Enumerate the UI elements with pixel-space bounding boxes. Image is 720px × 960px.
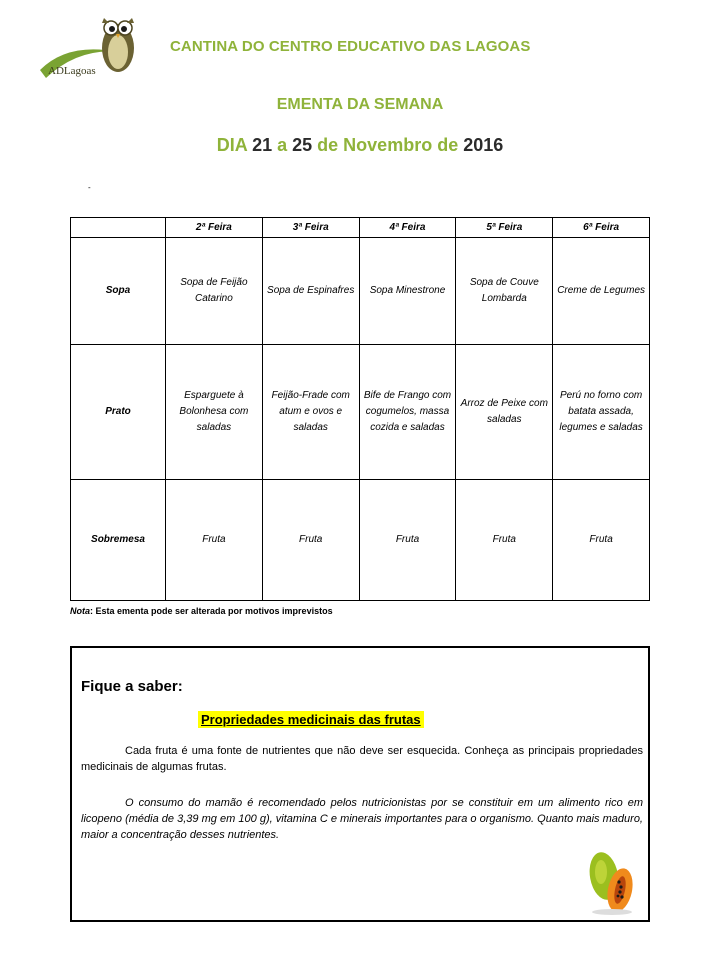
date-line: DIA 21 a 25 de Novembro de 2016 <box>216 135 504 155</box>
week-title: EMENTA DA SEMANA <box>276 96 444 113</box>
row-label: Sopa <box>71 238 166 345</box>
menu-cell: Sopa de Couve Lombarda <box>456 238 553 345</box>
table-header-row <box>71 218 650 238</box>
papaya-paragraph: O consumo do mamão é recomendado pelos nutricionistas por se constituir em um alimento rico em licopeno (média de 3,39 mg em 100 g), vitamina C e minerais importantes para o organismo. Quanto mais maduro, maior a concentração desses nutrientes. <box>81 797 643 841</box>
menu-cell: Fruta <box>262 480 359 601</box>
menu-cell: Fruta <box>359 480 456 601</box>
stray-mark: - <box>88 183 91 192</box>
info-heading: Fique a saber: <box>81 678 183 695</box>
day-header: 2ª Feira <box>166 218 263 238</box>
menu-note: Nota: Esta ementa pode ser alterada por motivos imprevistos <box>70 606 333 616</box>
menu-cell: Arroz de Peixe com saladas <box>456 344 553 479</box>
menu-table <box>70 217 650 601</box>
menu-cell: Feijão-Frade com atum e ovos e saladas <box>262 344 359 479</box>
day-header: 6ª Feira <box>553 218 650 238</box>
day-header: 5ª Feira <box>456 218 553 238</box>
day-header: 4ª Feira <box>359 218 456 238</box>
menu-cell: Fruta <box>553 480 650 601</box>
info-box <box>70 646 650 922</box>
logo-text: ADLagoas <box>48 65 96 77</box>
menu-cell: Bife de Frango com cogumelos, massa cozida e saladas <box>359 344 456 479</box>
menu-cell: Fruta <box>166 480 263 601</box>
info-paragraph: Cada fruta é uma fonte de nutrientes que não deve ser esquecida. Conheça as principais propriedades medicinais de algumas frutas. <box>81 745 643 773</box>
info-subheading: Propriedades medicinais das frutas <box>198 711 424 728</box>
menu-cell: Sopa Minestrone <box>359 238 456 345</box>
menu-cell: Fruta <box>456 480 553 601</box>
menu-cell: Sopa de Feijão Catarino <box>166 238 263 345</box>
table-row-prato <box>71 344 650 479</box>
corner-cell <box>71 218 166 238</box>
row-label: Sobremesa <box>71 480 166 601</box>
day-header: 3ª Feira <box>262 218 359 238</box>
row-label: Prato <box>71 344 166 479</box>
papaya-image <box>582 844 640 916</box>
table-row-sopa <box>71 238 650 345</box>
menu-cell: Sopa de Espinafres <box>262 238 359 345</box>
school-title: CANTINA DO CENTRO EDUCATIVO DAS LAGOAS <box>170 38 531 55</box>
menu-cell: Perú no forno com batata assada, legumes e saladas <box>553 344 650 479</box>
table-row-sobremesa <box>71 480 650 601</box>
adlagoas-logo <box>38 8 138 86</box>
menu-cell: Esparguete à Bolonhesa com saladas <box>166 344 263 479</box>
menu-cell: Creme de Legumes <box>553 238 650 345</box>
